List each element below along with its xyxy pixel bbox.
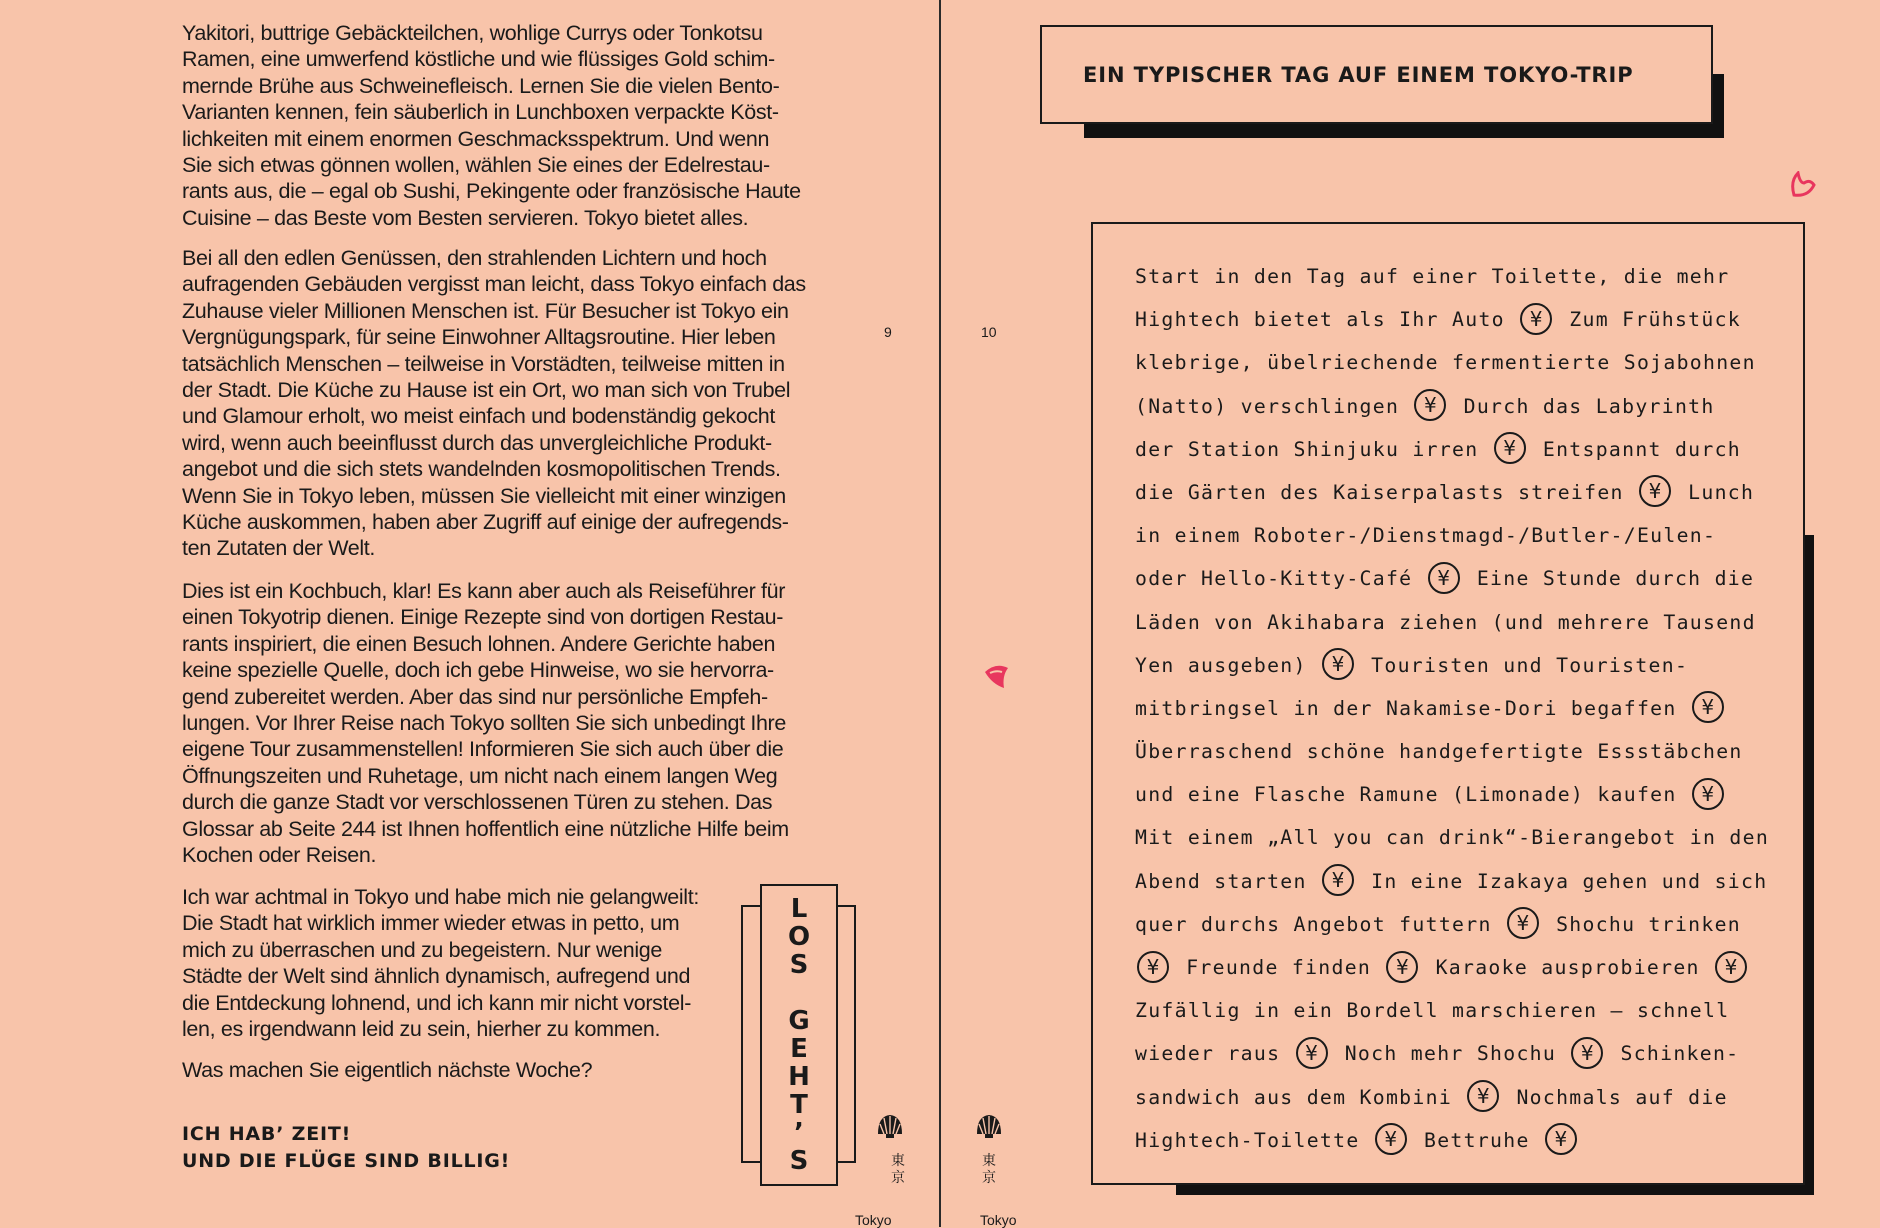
itinerary-line <box>1135 1119 1755 1162</box>
day-itinerary <box>1135 255 1770 1162</box>
text-line: angebot und die sich stets wandelnden kosmopolitischen Trends. <box>182 457 781 482</box>
text-line: Zuhause vieler Millionen Menschen ist. Für Besucher ist Tokyo ein <box>182 298 789 323</box>
yen-icon: ¥ <box>1715 951 1747 983</box>
paragraph-5 <box>182 1057 742 1083</box>
text-line: aufragenden Gebäuden vergisst man leicht, dass Tokyo einfach das <box>182 272 806 297</box>
page-title: EIN TYPISCHER TAG AUF EINEM TOKYO-TRIP <box>1083 62 1634 87</box>
paragraph-1 <box>182 20 842 231</box>
itinerary-line <box>1135 557 1755 600</box>
yen-icon: ¥ <box>1494 432 1526 464</box>
paragraph-4 <box>182 884 742 1042</box>
itinerary-text: Mit einem „All you can drink“-Bierangebot in den <box>1135 826 1770 850</box>
itinerary-text: sandwich aus dem Kombini <box>1135 1085 1466 1109</box>
yen-icon: ¥ <box>1428 562 1460 594</box>
itinerary-line <box>1135 1076 1755 1119</box>
itinerary-text: Zufällig in ein Bordell marschieren – schnell <box>1135 999 1730 1023</box>
itinerary-line <box>1135 946 1755 989</box>
yen-icon: ¥ <box>1692 691 1724 723</box>
kanji-tokyo-left <box>890 1153 906 1187</box>
text-line: Städte der Welt sind ähnlich dynamisch, aufregend und <box>182 964 691 989</box>
text-line: mich zu überraschen und zu begeistern. Nur wenige <box>182 937 663 962</box>
sign-letter: O <box>787 922 811 952</box>
itinerary-text: (Natto) verschlingen <box>1135 394 1413 418</box>
sign-letter: S <box>789 950 809 980</box>
yen-icon: ¥ <box>1545 1123 1577 1155</box>
text-line: Küche auskommen, haben aber Zugriff auf einige der aufregends- <box>182 510 789 535</box>
itinerary-text: Start in den Tag auf einer Toilette, die mehr <box>1135 265 1730 288</box>
itinerary-text: mitbringsel in der Nakamise-Dori begaffen <box>1135 696 1690 720</box>
itinerary-line <box>1135 298 1755 341</box>
text-line: Kochen oder Reisen. <box>182 843 377 868</box>
text-line: eigene Tour zusammenstellen! Informieren Sie sich auch über die <box>182 737 784 762</box>
page-gutter <box>939 0 941 1227</box>
itinerary-line <box>1135 687 1755 730</box>
tagline <box>182 1121 510 1175</box>
itinerary-line <box>1135 255 1755 298</box>
itinerary-text: Überraschend schöne handgefertigte Essstäbchen <box>1135 740 1743 764</box>
itinerary-text: in einem Roboter-/Dienstmagd-/Butler-/Eulen- <box>1135 524 1717 548</box>
yen-icon: ¥ <box>1520 303 1552 335</box>
text-line: durch die ganze Stadt vor verschlossenen Türen zu stehen. Das <box>182 790 773 815</box>
sign-letter: S <box>789 1146 809 1176</box>
sign-letter: T <box>790 1090 808 1120</box>
sign-letter: L <box>790 894 808 924</box>
yen-icon: ¥ <box>1467 1080 1499 1112</box>
vertical-sign <box>760 884 838 1186</box>
itinerary-text: und eine Flasche Ramune (Limonade) kaufen <box>1135 783 1690 807</box>
text-line: Yakitori, buttrige Gebäckteilchen, wohlige Currys oder Tonkotsu <box>182 21 763 45</box>
text-line: ten Zutaten der Welt. <box>182 536 376 561</box>
itinerary-line <box>1135 860 1768 903</box>
text-line: der Stadt. Die Küche zu Hause ist ein Ort, wo man sich von Trubel <box>182 378 791 403</box>
itinerary-text: Hightech bietet als Ihr Auto <box>1135 308 1519 332</box>
itinerary-text: die Gärten des Kaiserpalasts streifen <box>1135 480 1637 504</box>
text-line: tatsächlich Menschen – teilweise in Vorstädten, teilweise mitten in <box>182 351 785 376</box>
page-number-left: 9 <box>884 324 892 340</box>
tagline-line-2: UND DIE FLÜGE SIND BILLIG! <box>182 1150 511 1172</box>
itinerary-text: Touristen und Touristen- <box>1357 653 1689 677</box>
itinerary-line <box>1135 385 1755 428</box>
text-line: gend zubereitet werden. Aber das sind nur persönliche Empfeh- <box>182 684 768 709</box>
kanji-char: 東 <box>982 1153 996 1169</box>
yen-icon: ¥ <box>1137 951 1169 983</box>
itinerary-text: Schinken- <box>1607 1042 1740 1066</box>
text-line: und Glamour erholt, wo meist einfach und bodenständig gekocht <box>182 404 775 429</box>
itinerary-text: In eine Izakaya gehen und sich <box>1357 869 1768 893</box>
yen-icon: ¥ <box>1375 1123 1407 1155</box>
petal-icon <box>982 662 1012 692</box>
text-line: Bei all den edlen Genüssen, den strahlenden Lichtern und hoch <box>182 246 767 270</box>
text-line: Cuisine – das Beste vom Besten servieren. Tokyo bietet alles. <box>182 205 749 230</box>
text-line: Glossar ab Seite 244 ist Ihnen hoffentlich eine nützliche Hilfe beim <box>182 816 789 841</box>
text-line: einen Tokyotrip dienen. Einige Rezepte sind von dortigen Restau- <box>182 605 784 630</box>
yen-icon: ¥ <box>1692 778 1724 810</box>
sign-letter: G <box>788 1006 810 1036</box>
page-number-right: 10 <box>981 324 997 340</box>
title-box <box>1040 25 1713 124</box>
text-line: lichkeiten mit einem enormen Geschmacksspektrum. Und wenn <box>182 126 770 151</box>
yen-icon: ¥ <box>1414 389 1446 421</box>
text-line: keine spezielle Quelle, doch ich gebe Hinweise, wo sie hervorra- <box>182 658 774 683</box>
itinerary-text: Abend starten <box>1135 869 1320 893</box>
text-line: Die Stadt hat wirklich immer wieder etwas in petto, um <box>182 911 680 936</box>
itinerary-line <box>1135 514 1755 557</box>
itinerary-line <box>1135 730 1755 773</box>
yen-icon: ¥ <box>1507 907 1539 939</box>
itinerary-text: oder Hello-Kitty-Café <box>1135 567 1426 591</box>
itinerary-text: Lunch <box>1674 480 1755 504</box>
kanji-char: 京 <box>982 1170 996 1186</box>
itinerary-text: wieder raus <box>1135 1042 1294 1066</box>
text-line: Vergnügungspark, für seine Einwohner Alltagsroutine. Hier leben <box>182 325 776 350</box>
itinerary-text: Shochu trinken <box>1542 912 1742 936</box>
text-line: Was machen Sie eigentlich nächste Woche? <box>182 1058 593 1082</box>
itinerary-text: klebrige, übelriechende fermentierte Sojabohnen <box>1135 351 1756 375</box>
itinerary-text: Hightech-Toilette <box>1135 1128 1373 1152</box>
text-line: lungen. Vor Ihrer Reise nach Tokyo sollten Sie sich unbedingt Ihre <box>182 711 786 736</box>
yen-icon: ¥ <box>1322 864 1354 896</box>
text-line: Ramen, eine umwerfend köstliche und wie flüssiges Gold schim- <box>182 47 775 72</box>
itinerary-text: Durch das Labyrinth <box>1450 394 1715 418</box>
sign-letter: ’ <box>794 1118 804 1148</box>
footer-tokyo-left: Tokyo <box>855 1212 892 1228</box>
itinerary-text: Yen ausgeben) <box>1135 653 1320 677</box>
itinerary-line <box>1135 816 1770 859</box>
text-line: die Entdeckung lohnend, und ich kann mir nicht vorstel- <box>182 990 692 1015</box>
itinerary-line <box>1135 601 1755 644</box>
text-line: Öffnungszeiten und Ruhetage, um nicht nach einem langen Weg <box>182 763 778 788</box>
paragraph-2 <box>182 245 842 562</box>
text-line: len, es irgendwann leid zu sein, hierher zu kommen. <box>182 1017 661 1042</box>
text-line: Sie sich etwas gönnen wollen, wählen Sie eines der Edelrestau- <box>182 153 770 178</box>
itinerary-text: Bettruhe <box>1410 1128 1543 1152</box>
itinerary-text: quer durchs Angebot futtern <box>1135 912 1505 936</box>
itinerary-line <box>1135 903 1755 946</box>
yen-icon: ¥ <box>1571 1037 1603 1069</box>
footer-tokyo-right: Tokyo <box>980 1212 1017 1228</box>
itinerary-text: der Station Shinjuku irren <box>1135 437 1492 461</box>
kanji-char: 東 <box>891 1153 905 1169</box>
shell-icon <box>975 1112 1003 1140</box>
text-line: Wenn Sie in Tokyo leben, müssen Sie vielleicht mit einer winzigen <box>182 483 786 508</box>
paragraph-3 <box>182 578 842 868</box>
kanji-tokyo-right <box>981 1153 997 1187</box>
yen-icon: ¥ <box>1386 951 1418 983</box>
itinerary-line <box>1135 644 1755 687</box>
yen-icon: ¥ <box>1639 475 1671 507</box>
itinerary-text: Karaoke ausprobieren <box>1422 956 1713 979</box>
yen-icon: ¥ <box>1296 1037 1328 1069</box>
itinerary-text: Noch mehr Shochu <box>1331 1042 1570 1066</box>
text-line: mernde Brühe aus Schweinefleisch. Lernen Sie die vielen Bento- <box>182 73 780 98</box>
itinerary-line <box>1135 989 1755 1032</box>
sign-letter: H <box>788 1062 810 1092</box>
shell-icon <box>876 1112 904 1140</box>
text-line: Ich war achtmal in Tokyo und habe mich nie gelangweilt: <box>182 885 699 909</box>
itinerary-line <box>1135 773 1755 816</box>
itinerary-text: Nochmals auf die <box>1503 1085 1728 1109</box>
yen-icon: ¥ <box>1322 648 1354 680</box>
itinerary-line <box>1135 1032 1755 1075</box>
tagline-line-1: ICH HAB’ ZEIT! <box>182 1123 352 1145</box>
itinerary-line <box>1135 471 1755 514</box>
itinerary-text: Läden von Akihabara ziehen (und mehrere Tausend <box>1135 610 1756 634</box>
itinerary-line <box>1135 428 1755 471</box>
kanji-char: 京 <box>891 1170 905 1186</box>
text-line: rants aus, die – egal ob Sushi, Pekingente oder französische Haute <box>182 179 801 204</box>
itinerary-text: Entspannt durch <box>1529 437 1742 461</box>
itinerary-line <box>1135 341 1755 384</box>
itinerary-text: Freunde finden <box>1173 956 1385 979</box>
text-line: Dies ist ein Kochbuch, klar! Es kann aber auch als Reiseführer für <box>182 579 786 603</box>
itinerary-text: Zum Frühstück <box>1556 308 1742 332</box>
sign-letter: E <box>790 1034 808 1064</box>
text-line: Varianten kennen, fein säuberlich in Lunchboxen verpackte Köst- <box>182 100 779 125</box>
text-line: wird, wenn auch beeinflusst durch das unvergleichliche Produkt- <box>182 430 772 455</box>
itinerary-text: Eine Stunde durch die <box>1463 567 1755 591</box>
petal-icon <box>1790 171 1816 199</box>
text-line: rants inspiriert, die einen Besuch lohnen. Andere Gerichte haben <box>182 631 776 656</box>
